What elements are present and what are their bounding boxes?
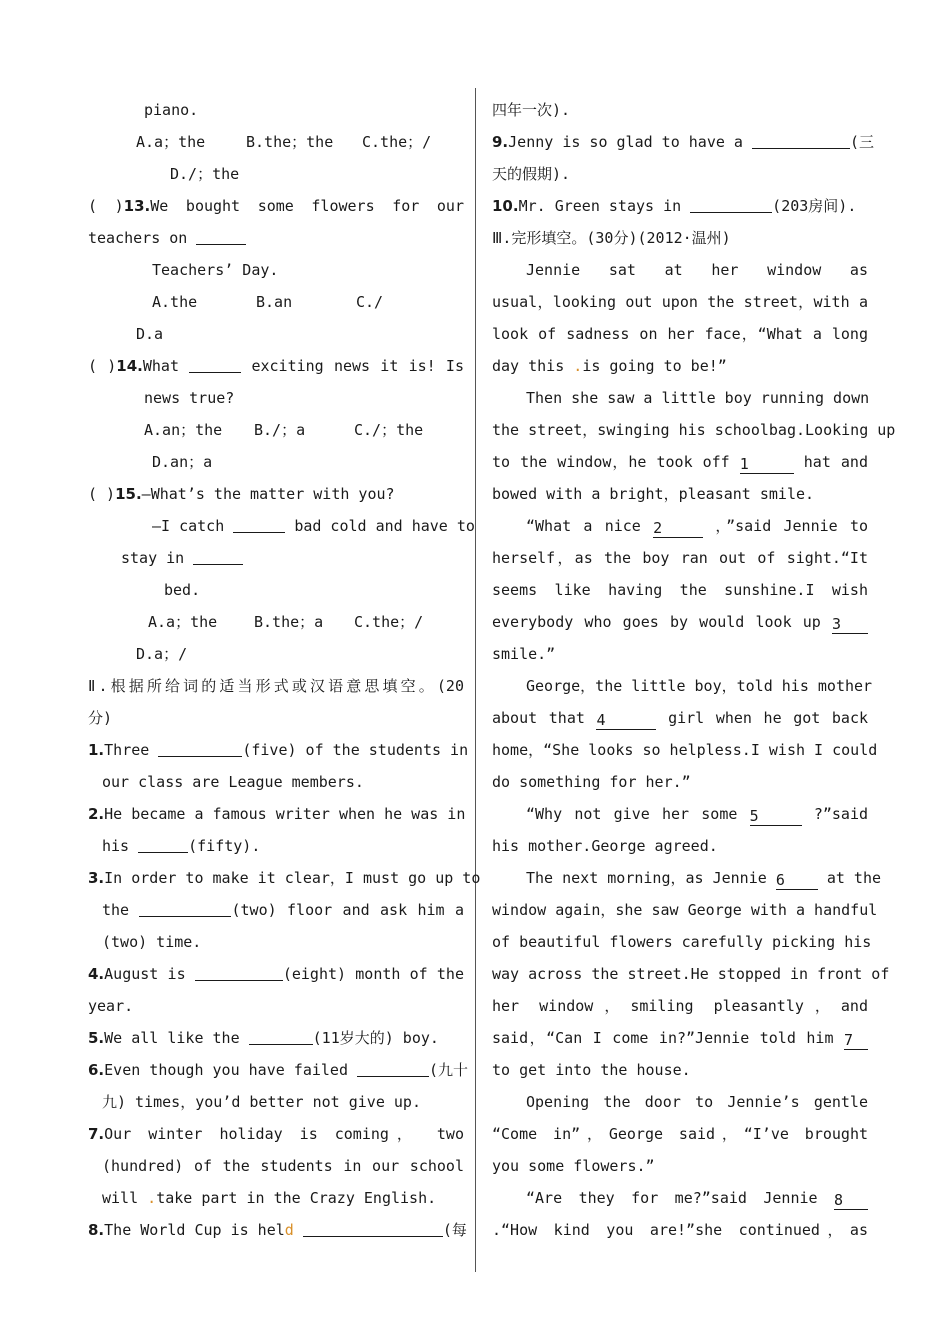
passage-line: the street，swinging his schoolbag.Looking up (492, 421, 896, 439)
passage-line: of beautiful flowers carefully picking his (492, 933, 872, 951)
question-text: What (142, 357, 179, 375)
passage-text: “What a nice (526, 517, 641, 535)
item-text: d (284, 1221, 294, 1239)
passage-line (492, 1022, 868, 1054)
answer-blank[interactable] (138, 834, 188, 853)
stray-mark: . (147, 1189, 157, 1207)
item-text: the (102, 901, 130, 919)
item-text: August is (104, 965, 186, 983)
item-number: 4. (88, 965, 105, 983)
passage-line: his mother.George agreed. (492, 837, 718, 855)
q15-line2 (88, 510, 475, 542)
right-column (492, 94, 896, 1246)
passage-line (492, 798, 868, 830)
cloze-blank-8[interactable]: 8 (834, 1191, 868, 1210)
passage-line: usual，looking out upon the street，with a (492, 293, 868, 311)
passage-line (492, 702, 868, 734)
option-c: C./ (356, 293, 384, 311)
q15-line4: bed. (164, 581, 201, 599)
answer-blank[interactable] (193, 546, 243, 565)
option-a: A.the (152, 293, 198, 311)
item-number: 2. (88, 805, 105, 823)
question-text: —What’s the matter with you? (141, 485, 395, 503)
q15-line3 (88, 542, 464, 574)
item-text: The World Cup is hel (104, 1221, 285, 1239)
question-text: bad cold and have to (294, 517, 475, 535)
section-2-title-cont: 分) (88, 709, 113, 727)
passage-text: girl when he got back (668, 709, 869, 727)
passage-line: look of sadness on her face，“What a long (492, 325, 868, 343)
question-number: 15. (115, 485, 142, 503)
passage-text: The next morning，as Jennie (526, 869, 767, 887)
cloze-blank-7[interactable]: 7 (844, 1031, 868, 1050)
column-divider (475, 88, 476, 1272)
item-text: Three (104, 741, 150, 759)
fill-item-6-cont: 九) times，you’d better not give up. (102, 1093, 421, 1111)
cloze-blank-2[interactable]: 2 (653, 519, 703, 538)
fill-item-3-cont (88, 894, 464, 926)
question-number: 13. (123, 197, 151, 215)
passage-text: ?”said (813, 805, 869, 823)
passage-line: home，“She looks so helpless.I wish I could (492, 741, 878, 759)
answer-blank[interactable] (158, 738, 242, 757)
passage-line: bowed with a bright，pleasant smile. (492, 485, 815, 503)
fill-item-2 (88, 798, 464, 830)
option-c: C./；the (354, 421, 424, 439)
stray-mark: . (573, 357, 583, 375)
passage-line (492, 1182, 868, 1214)
cloze-blank-4[interactable]: 4 (596, 711, 656, 730)
item-text: take part in the Crazy English. (156, 1189, 437, 1207)
answer-blank[interactable] (752, 130, 850, 149)
left-column (88, 94, 481, 1246)
fill-item-8 (88, 1214, 467, 1246)
item-text: (每 (442, 1221, 467, 1239)
section-2-title: Ⅱ.根据所给词的适当形式或汉语意思填空。(20 (88, 677, 464, 695)
passage-line (492, 350, 868, 382)
passage-text: said，“Can I come in?”Jennie told him (492, 1029, 834, 1047)
question-14 (88, 350, 464, 382)
option-b: B.the；the (246, 133, 334, 151)
answer-paren: ( ) (88, 485, 116, 503)
question-15 (88, 478, 464, 510)
item-text: will (102, 1189, 139, 1207)
fill-item-5 (88, 1022, 464, 1054)
passage-line: seems like having the sunshine.I wish (492, 581, 868, 599)
fill-item-9-cont: 天的假期). (492, 165, 571, 183)
item-text: (11岁大的) boy. (312, 1029, 439, 1047)
answer-blank[interactable] (233, 514, 285, 533)
passage-line (492, 446, 868, 478)
fill-item-7 (88, 1118, 464, 1150)
fill-item-7-cont2 (88, 1182, 464, 1214)
answer-blank[interactable] (690, 194, 772, 213)
q13-line2 (88, 222, 464, 254)
fill-item-3 (88, 862, 481, 894)
item-text: (eight) month of the (282, 965, 464, 983)
answer-paren: ( ) (88, 357, 117, 375)
passage-text: to the window，he took off (492, 453, 730, 471)
question-13 (88, 190, 464, 222)
passage-text: at the (826, 869, 882, 887)
answer-blank[interactable] (196, 226, 246, 245)
passage-line (492, 606, 868, 638)
q12-tail: piano. (144, 101, 199, 119)
item-text: Our winter holiday is coming， two (104, 1125, 464, 1143)
passage-text: “Why not give her some (526, 805, 738, 823)
q14-option-d: D.an；a (152, 453, 213, 471)
answer-blank[interactable] (195, 962, 283, 981)
cloze-blank-5[interactable]: 5 (750, 807, 802, 826)
option-b: B./；a (254, 421, 306, 439)
answer-blank[interactable] (303, 1218, 443, 1237)
passage-line: to get into the house. (492, 1061, 691, 1079)
item-text: (two) floor and ask him a (231, 901, 464, 919)
passage-line: do something for her.” (492, 773, 691, 791)
item-text: (三 (849, 133, 875, 151)
item-number: 7. (88, 1125, 105, 1143)
q12-options (88, 126, 464, 158)
fill-item-3-cont2: (two) time. (102, 933, 202, 951)
q15-options (88, 606, 464, 638)
passage-line: Jennie sat at her window as (526, 261, 868, 279)
fill-item-4-cont: year. (88, 997, 134, 1015)
fill-item-6 (88, 1054, 469, 1086)
cloze-blank-6[interactable]: 6 (776, 871, 818, 890)
q13-line3: Teachers’ Day. (152, 261, 279, 279)
fill-item-8-cont: 四年一次). (492, 101, 571, 119)
option-c: C.the；/ (354, 613, 424, 631)
item-number: 10. (492, 197, 519, 215)
q15-option-d: D.a；/ (136, 645, 188, 663)
fill-item-1-cont: our class are League members. (102, 773, 364, 791)
item-text: Even though you have failed (104, 1061, 348, 1079)
item-text: (five) of the students in (242, 741, 469, 759)
passage-line: Opening the door to Jennie’s gentle (526, 1093, 868, 1111)
fill-item-1 (88, 734, 469, 766)
passage-text: about that (492, 709, 585, 727)
passage-line (492, 510, 868, 542)
question-number: 14. (116, 357, 143, 375)
answer-blank[interactable] (139, 898, 231, 917)
passage-line: way across the street.He stopped in front of (492, 965, 890, 983)
fill-item-10 (492, 190, 868, 222)
q12-option-d: D./；the (170, 165, 240, 183)
option-a: A.a；the (136, 133, 206, 151)
passage-text: everybody who goes by would look up (492, 613, 821, 631)
item-number: 9. (492, 133, 509, 151)
item-text: his (102, 837, 130, 855)
passage-line: window again，she saw George with a handful (492, 901, 878, 919)
item-number: 6. (88, 1061, 105, 1079)
fill-item-7-cont: (hundred) of the students in our school (102, 1157, 464, 1175)
cloze-blank-1[interactable]: 1 (740, 455, 794, 474)
question-text: stay in (121, 549, 185, 567)
q13-options (88, 286, 464, 318)
item-text: (九十 (429, 1061, 469, 1079)
answer-blank[interactable] (189, 354, 241, 373)
passage-line (492, 862, 882, 894)
q13-option-d: D.a (136, 325, 164, 343)
item-number: 1. (88, 741, 105, 759)
passage-line: smile.” (492, 645, 556, 663)
answer-blank[interactable] (357, 1058, 429, 1077)
passage-line: .“How kind you are!”she continued，as (492, 1221, 868, 1239)
item-text: He became a famous writer when he was in (104, 805, 466, 823)
passage-line: her window，smiling pleasantly，and (492, 997, 868, 1015)
answer-blank[interactable] (249, 1026, 313, 1045)
passage-line: herself，as the boy ran out of sight.“It (492, 549, 868, 567)
option-b: B.the；a (254, 613, 324, 631)
item-number: 8. (88, 1221, 105, 1239)
item-number: 3. (88, 869, 105, 887)
item-text: In order to make it clear，I must go up to (104, 869, 481, 887)
fill-item-2-cont (88, 830, 464, 862)
question-text: —I catch (152, 517, 225, 535)
item-text: (fifty). (188, 837, 261, 855)
passage-text: is going to be!” (582, 357, 727, 375)
section-3-title: Ⅲ.完形填空。(30分)(2012·温州) (492, 229, 731, 247)
item-number: 5. (88, 1029, 105, 1047)
passage-line: you some flowers.” (492, 1157, 655, 1175)
fill-item-4 (88, 958, 464, 990)
cloze-blank-3[interactable]: 3 (832, 615, 868, 634)
question-text: teachers on (88, 229, 188, 247)
passage-line: George，the little boy，told his mother (526, 677, 873, 695)
q14-line2: news true? (144, 389, 235, 407)
passage-line: Then she saw a little boy running down (526, 389, 870, 407)
passage-text: “Are they for me?”said Jennie (526, 1189, 818, 1207)
option-a: A.an；the (144, 421, 223, 439)
question-text: We bought some flowers for our (150, 197, 464, 215)
q14-options (88, 414, 464, 446)
question-text: exciting news it is! Is (251, 357, 464, 375)
option-a: A.a；the (148, 613, 218, 631)
fill-item-9 (492, 126, 875, 158)
item-text: We all like the (104, 1029, 240, 1047)
item-text: (203房间). (772, 197, 857, 215)
option-c: C.the；/ (362, 133, 432, 151)
passage-text: day this (492, 357, 565, 375)
passage-text: ，”said Jennie to (715, 517, 869, 535)
answer-paren: ( ) (88, 197, 124, 215)
item-text: Mr. Green stays in (518, 197, 682, 215)
item-text: Jenny is so glad to have a (508, 133, 743, 151)
passage-line: “Come in”，George said，“I’ve brought (492, 1125, 868, 1143)
option-b: B.an (256, 293, 293, 311)
passage-text: hat and (803, 453, 868, 471)
